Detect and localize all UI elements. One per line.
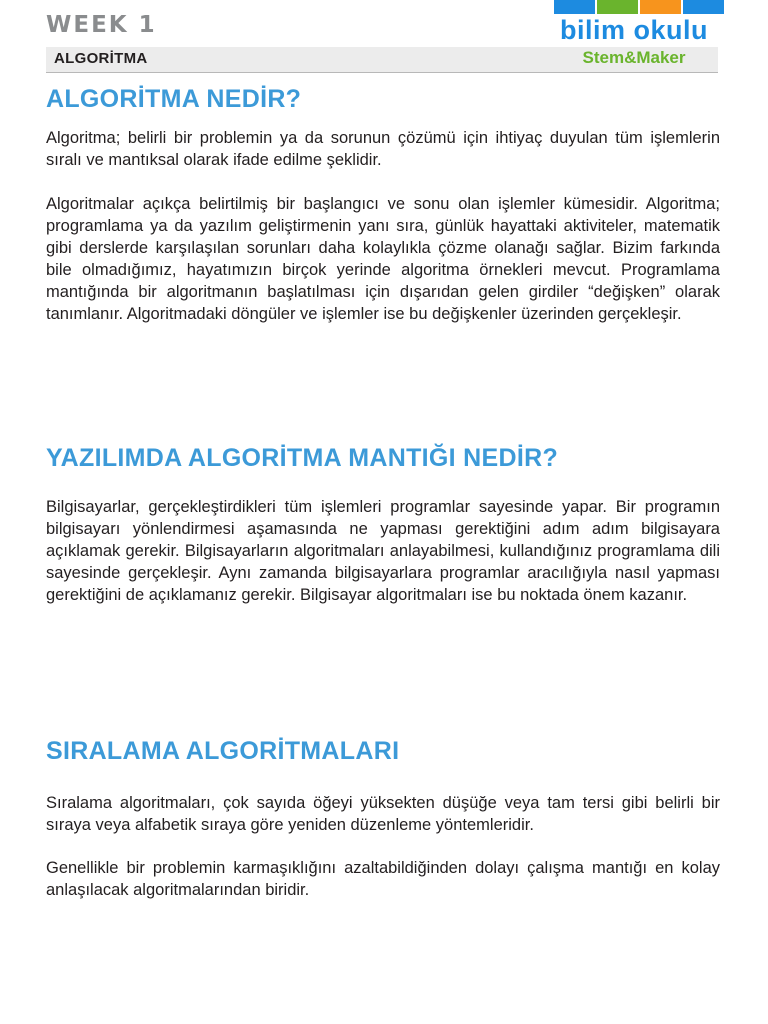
logo-name: bilim okulu: [559, 15, 708, 45]
logo: [548, 0, 720, 72]
subject-title: ALGORİTMA: [54, 50, 148, 67]
logo-bar-3: [640, 0, 681, 14]
logo-color-bars: [554, 0, 726, 14]
section-title-yazilimda-algoritma: YAZILIMDA ALGORİTMA MANTIĞI NEDİR?: [46, 444, 559, 472]
paragraph: Algoritma; belirli bir problemin ya da sorunun çözümü için ihtiyaç duyulan tüm işlemlerin sıralı ve mantıksal olarak ifade edilme şeklidir.: [46, 129, 720, 169]
logo-bar-4: [683, 0, 724, 14]
logo-bar-2: [597, 0, 638, 14]
section-title-siralama-algoritmalari: SIRALAMA ALGORİTMALARI: [46, 737, 400, 765]
logo-tagline: Stem&Maker: [582, 48, 686, 67]
paragraph: Bilgisayarlar, gerçekleştirdikleri tüm işlemleri programlar sayesinde yapar. Bir programın bilgisayarı yönlendirmesi aşamasında ne yapması gerektiğini adım adım bilgisayara açıklamak gerekir. Bilgisayarların algoritmaları anlayabilmesi, kullandığınız programlama dili sayesinde gerçekleşir. Aynı zamanda bilgisayarlara programlar aracılığıyla nasıl yapması gerektiğini de açıklamanız gerekir. Bilgisayar algoritmaları ise bu noktada önem kazanır.: [46, 498, 720, 604]
logo-bar-1: [554, 0, 595, 14]
week-label: WEEK 1: [46, 12, 157, 38]
section-title-algoritma-nedir: ALGORİTMA NEDİR?: [46, 85, 302, 113]
paragraph: Algoritmalar açıkça belirtilmiş bir başlangıcı ve sonu olan işlemler kümesidir. Algoritma; programlama ya da yazılım geliştirmenin yanı sıra, günlük hayattaki aktiviteler, matematik gibi derslerde karşılaşılan sorunları daha kolaylıkla çözme olanağı sağlar. Bizim farkında bile olmadığımız, hayatımızın birçok yerinde algoritma örnekleri mevcut. Programlama mantığında bir algoritmanın başlatılması için dışarıdan gelen girdiler “değişken” olarak tanımlanır. Algoritmadaki döngüler ve işlemler ise bu değişkenler üzerinden gerçekleşir.: [46, 195, 720, 323]
paragraph: Sıralama algoritmaları, çok sayıda öğeyi yüksekten düşüğe veya tam tersi gibi belirli bir sıraya veya alfabetik sıraya göre yeniden düzenleme yöntemleridir.: [46, 794, 720, 834]
paragraph: Genellikle bir problemin karmaşıklığını azaltabildiğinden dolayı çalışma mantığı en kolay anlaşılacak algoritmalarından biridir.: [46, 859, 720, 899]
